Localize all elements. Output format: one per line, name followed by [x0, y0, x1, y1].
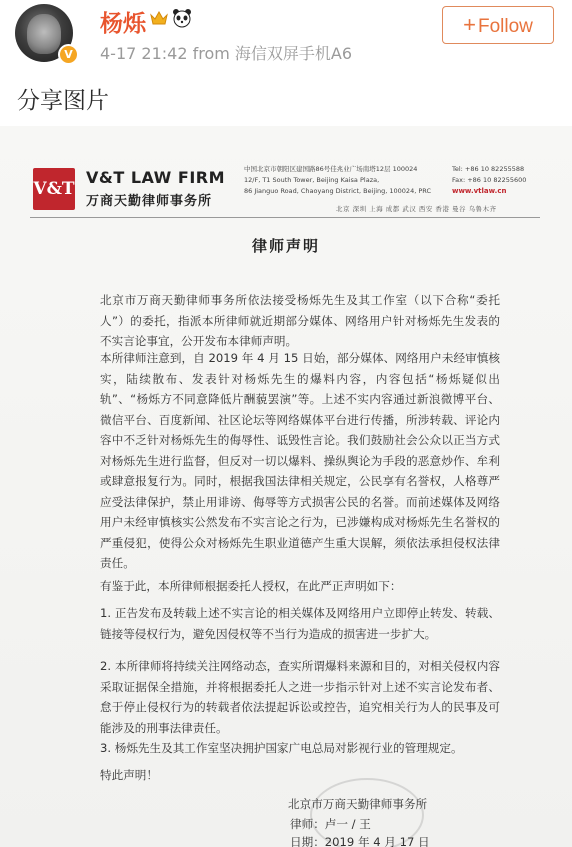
paragraph-1: 北京市万商天勤律师事务所依法接受杨烁先生及其工作室（以下合称“委托人”）的委托，指派本所律师就近期部分媒体、网络用户针对杨烁先生发表的不实言论事宜，公开发布本律师声明。 — [100, 293, 500, 348]
statement-item-3: 3. 杨烁先生及其工作室坚决拥护国家广电总局对影视行业的管理规定。 — [100, 741, 463, 755]
firm-address — [244, 164, 484, 197]
firm-name-en: V&T LAW FIRM — [86, 168, 226, 187]
signature-firm: 北京市万商天勤律师事务所 — [288, 797, 428, 811]
signature-date: 日期：2019 年 4 月 17 日 — [290, 835, 430, 847]
crown-icon — [150, 10, 168, 26]
address-cn: 中国北京市朝阳区建国路86号佳兆业广场南塔12层 100024 — [244, 165, 418, 173]
firm-name-cn: 万商天勤律师事务所 — [86, 194, 213, 209]
paragraph-2: 本所律师注意到，自 2019 年 4 月 15 日始，部分媒体、网络用户未经审慎核实，陆续散布、发表针对杨烁先生的爆料内容，内容包括“杨烁疑似出轨”、“杨烁方不同意降低片酬藐罢演”等。上述不实内容通过新浪微博平台、微信平台、百度新闻、社区论坛等网络媒体平台进行传播，所涉转载、评论内容中不乏针对杨烁先生的侮辱性、诋毁性言论。我们鼓励社会公众以正当方式对杨烁先生进行监督，但反对一切以爆料、操纵舆论为手段的恶意炒作、牟利或肆意报复行为。同时，根据我国法律相关规定，公民享有名誉权，人格尊严应受法律保护，禁止用诽谤、侮辱等方式损害公民的名誉。而前述媒体及网络用户未经审慎核实公然发布不实言论之行为，已涉嫌构成对杨烁先生名誉权的严重侵犯，使得公众对杨烁先生职业道德产生重大误解，须依法承担侵权法律责任。 — [100, 351, 500, 570]
website: www.vtlaw.cn — [452, 187, 507, 195]
fax: Fax: +86 10 82255600 — [452, 176, 527, 184]
firm-contact — [452, 164, 572, 197]
signature-lawyer: 律师：卢一 / 王 — [290, 817, 371, 831]
firm-logo: V&T — [33, 168, 75, 210]
verified-badge-icon: V — [58, 44, 79, 65]
letterhead-divider — [30, 217, 540, 218]
address-en-1: 12/F, T1 South Tower, Beijing Kaisa Plaza, — [244, 176, 380, 184]
statement-item-1: 1. 正告发布及转载上述不实言论的相关媒体及网络用户立即停止转发、转载、链接等侵权行为，避免因侵权等不当行为造成的损害进一步扩大。 — [100, 606, 500, 641]
username[interactable]: 杨烁 — [100, 11, 146, 37]
letter-title: 律师声明 — [251, 237, 320, 255]
statement-item-2: 2. 本所律师将持续关注网络动态，查实所谓爆料来源和目的，对相关侵权内容采取证据保全措施，并将根据委托人之进一步指示针对上述不实言论发布者、怠于停止侵权行为的转载者依法提起诉讼或控告，追究相关行为人的民事及可能涉及的刑事法律责任。 — [100, 659, 500, 735]
tel: Tel: +86 10 82255588 — [452, 165, 525, 173]
panda-icon — [172, 8, 192, 28]
post-text: 分享图片 — [17, 88, 109, 114]
follow-label: Follow — [477, 16, 533, 37]
paragraph-3: 有鉴于此，本所律师根据委托人授权，在此严正声明如下： — [100, 579, 402, 593]
letter-page — [0, 126, 572, 847]
closing: 特此声明！ — [100, 768, 158, 782]
post-meta: 4-17 21:42 from 海信双屏手机A6 — [100, 44, 353, 63]
address-en-2: 86 Jianguo Road, Chaoyang District, Beijing, 100024, PRC — [244, 187, 431, 195]
office-list: 北京 深圳 上海 成都 武汉 西安 香港 曼谷 乌鲁木齐 — [336, 205, 497, 213]
avatar-face — [27, 14, 61, 54]
plus-icon: + — [463, 12, 476, 37]
follow-button[interactable] — [442, 6, 554, 44]
post-header — [0, 0, 572, 114]
attached-image[interactable] — [0, 126, 572, 847]
